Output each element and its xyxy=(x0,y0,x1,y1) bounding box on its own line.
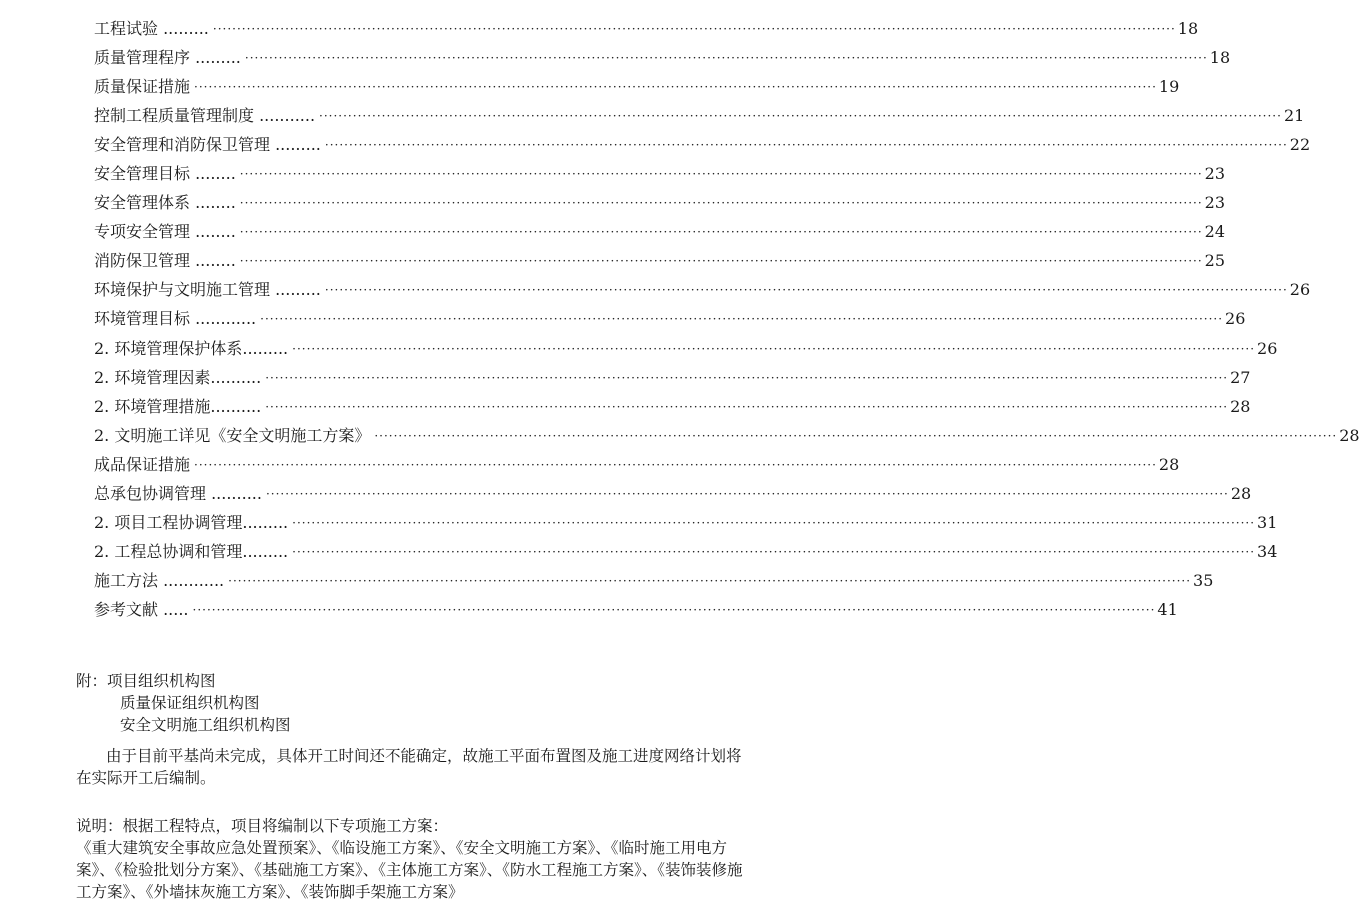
toc-page-number: 35 xyxy=(1193,571,1214,591)
toc-page-number: 28 xyxy=(1230,396,1251,416)
toc-dot-leader: ········································································································································································································ xyxy=(265,399,1229,414)
toc-page-number: 28 xyxy=(1158,454,1180,474)
toc-entry xyxy=(94,130,1311,159)
toc-dot-leader: ········································································································································································································ xyxy=(374,428,1338,443)
toc-entry xyxy=(94,392,1251,421)
toc-entry xyxy=(94,247,1226,276)
toc-entry-title: 2. 环境管理保护体系......... xyxy=(94,338,289,358)
toc-page-number: 41 xyxy=(1157,600,1178,620)
toc-dot-leader: ········································································································································································································ xyxy=(324,283,1288,298)
toc-page-number: 26 xyxy=(1289,280,1311,300)
toc-entry-title: 环境保护与文明施工管理 ......... xyxy=(94,280,321,300)
toc-page-number: 18 xyxy=(1177,18,1199,38)
toc-page-number: 22 xyxy=(1289,134,1311,154)
toc-page-number: 18 xyxy=(1209,47,1231,67)
special-plans-explanation xyxy=(76,815,748,903)
schedule-note-paragraph: 由于目前平基尚未完成，具体开工时间还不能确定，故施工平面布置图及施工进度网络计划将在实际开工后编制。 xyxy=(76,747,742,787)
toc-dot-leader: ········································································································································································································ xyxy=(239,254,1203,269)
toc-page-number: 28 xyxy=(1339,425,1360,445)
toc-dot-leader: ········································································································································································································ xyxy=(212,21,1176,36)
toc-page-number: 24 xyxy=(1204,222,1226,242)
toc-dot-leader: ········································································································································································································ xyxy=(194,457,1157,472)
toc-entry xyxy=(94,276,1311,305)
toc-entry xyxy=(94,596,1178,625)
toc-entry-title: 安全管理和消防保卫管理 ......... xyxy=(94,134,321,154)
toc-entry-title: 总承包协调管理 .......... xyxy=(94,484,262,504)
toc-entry xyxy=(94,509,1278,538)
toc-entry xyxy=(94,72,1180,101)
toc-entry xyxy=(94,43,1231,72)
toc-entry xyxy=(94,305,1246,334)
appendix-item: 安全文明施工组织机构图 xyxy=(120,716,291,734)
toc-page-number: 34 xyxy=(1257,542,1278,562)
toc-entry-title: 2. 项目工程协调管理......... xyxy=(94,513,289,533)
toc-entry-title: 参考文献 ..... xyxy=(94,600,189,620)
appendix-block xyxy=(76,670,291,736)
toc-entry-title: 施工方法 ............ xyxy=(94,571,225,591)
toc-page-number: 26 xyxy=(1225,309,1246,329)
toc-dot-leader: ········································································································································································································ xyxy=(292,545,1256,560)
toc-entry-title: 2. 环境管理因素.......... xyxy=(94,367,262,387)
toc-dot-leader: ········································································································································································································ xyxy=(265,370,1229,385)
toc-page-number: 23 xyxy=(1204,164,1226,184)
toc-dot-leader: ········································································································································································································ xyxy=(324,137,1288,152)
toc-entry xyxy=(94,218,1226,247)
toc-entry xyxy=(94,567,1214,596)
toc-dot-leader: ········································································································································································································ xyxy=(192,603,1156,618)
toc-entry-title: 2. 工程总协调和管理......... xyxy=(94,542,289,562)
explanation-lead: 说明：根据工程特点，项目将编制以下专项施工方案： xyxy=(76,817,449,835)
toc-dot-leader: ········································································································································································································ xyxy=(239,225,1203,240)
toc-dot-leader: ········································································································································································································ xyxy=(292,341,1256,356)
toc-entry-title: 消防保卫管理 ........ xyxy=(94,251,236,271)
table-of-contents xyxy=(94,14,1360,625)
toc-page-number: 28 xyxy=(1230,484,1252,504)
toc-dot-leader: ········································································································································································································ xyxy=(239,196,1203,211)
toc-page-number: 23 xyxy=(1204,193,1226,213)
toc-entry-title: 安全管理目标 ........ xyxy=(94,164,236,184)
toc-entry xyxy=(94,159,1226,188)
toc-entry xyxy=(94,450,1180,479)
toc-page-number: 19 xyxy=(1158,76,1180,96)
toc-entry-title: 质量保证措施 xyxy=(94,76,191,96)
toc-page-number: 26 xyxy=(1257,338,1278,358)
toc-dot-leader: ········································································································································································································ xyxy=(292,516,1256,531)
toc-entry xyxy=(94,101,1305,130)
toc-dot-leader: ········································································································································································································ xyxy=(265,487,1229,502)
toc-dot-leader: ········································································································································································································ xyxy=(239,167,1203,182)
toc-dot-leader: ········································································································································································································ xyxy=(244,50,1208,65)
toc-dot-leader: ········································································································································································································ xyxy=(319,108,1282,123)
toc-entry-title: 环境管理目标 ............ xyxy=(94,309,257,329)
toc-page-number: 25 xyxy=(1204,251,1226,271)
toc-page-number: 31 xyxy=(1257,513,1278,533)
toc-entry xyxy=(94,538,1278,567)
toc-entry-title: 2. 环境管理措施.......... xyxy=(94,396,262,416)
toc-entry-title: 2. 文明施工详见《安全文明施工方案》 xyxy=(94,425,371,445)
toc-entry xyxy=(94,14,1199,43)
toc-entry xyxy=(94,363,1251,392)
toc-dot-leader: ········································································································································································································ xyxy=(260,312,1224,327)
toc-entry xyxy=(94,421,1360,450)
toc-entry xyxy=(94,480,1252,509)
appendix-item: 质量保证组织机构图 xyxy=(120,694,260,712)
toc-entry-title: 成品保证措施 xyxy=(94,454,191,474)
toc-entry-title: 控制工程质量管理制度 ........... xyxy=(94,105,316,125)
appendix-label: 附：项目组织机构图 xyxy=(76,672,216,690)
toc-page-number: 27 xyxy=(1230,367,1251,387)
toc-entry xyxy=(94,334,1278,363)
toc-page-number: 21 xyxy=(1283,105,1305,125)
toc-dot-leader: ········································································································································································································ xyxy=(194,79,1157,94)
toc-entry-title: 专项安全管理 ........ xyxy=(94,222,236,242)
toc-entry-title: 工程试验 ......... xyxy=(94,18,209,38)
explanation-body: 《重大建筑安全事故应急处置预案》、《临设施工方案》、《安全文明施工方案》、《临时施工用电方案》、《检验批划分方案》、《基础施工方案》、《主体施工方案》、《防水工程施工方案》、《装饰装修施工方案》、《外墙抹灰施工方案》、《装饰脚手架施工方案》 xyxy=(76,839,743,901)
toc-entry-title: 质量管理程序 ......... xyxy=(94,47,241,67)
toc-dot-leader: ········································································································································································································ xyxy=(228,574,1192,589)
toc-entry xyxy=(94,189,1226,218)
toc-entry-title: 安全管理体系 ........ xyxy=(94,193,236,213)
